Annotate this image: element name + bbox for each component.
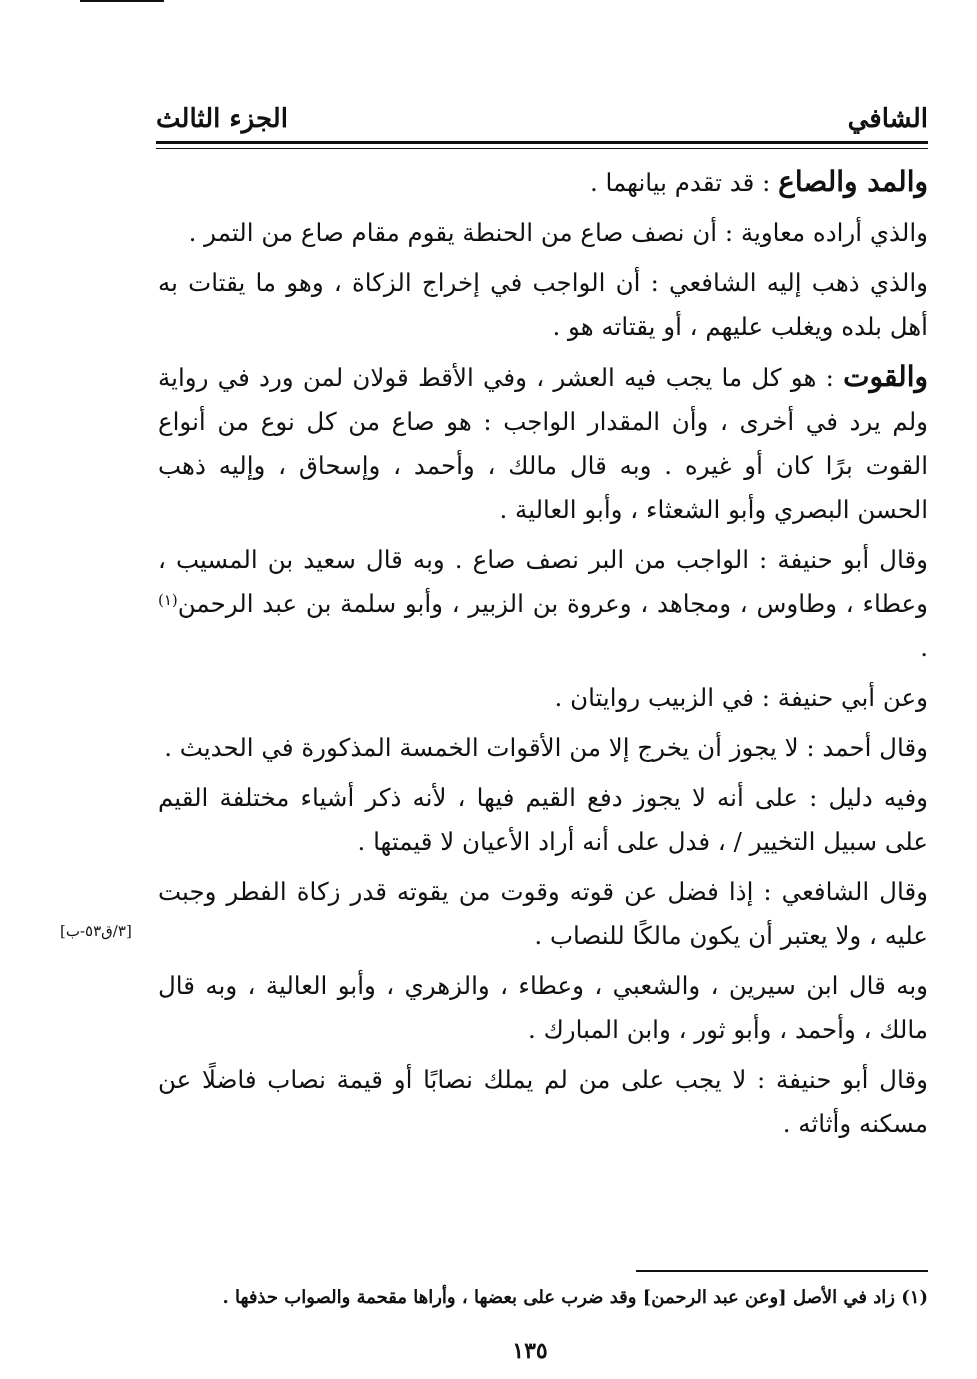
- header-rule-thin: [156, 148, 928, 149]
- paragraph-text: وقال أبو حنيفة : لا يجب على من لم يملك نصابًا أو قيمة نصاب فاضلًا عن مسكنه وأثاثه .: [158, 1065, 928, 1138]
- paragraph-2: [158, 211, 928, 255]
- paragraph-text-end: .: [920, 633, 928, 662]
- paragraph-10: [158, 964, 928, 1052]
- paragraph-1: [158, 160, 928, 205]
- paragraph-text: وفيه دليل : على أنه لا يجوز دفع القيم فيها ، لأنه ذكر أشياء مختلفة القيم على سبيل التخيير / ، فدل على أنه أراد الأعيان لا قيمتها .: [158, 783, 928, 856]
- paragraph-11: [158, 1058, 928, 1146]
- paragraph-7: [158, 726, 928, 770]
- manuscript-folio-reference: [٣/ق٥٣-ب]: [60, 922, 132, 940]
- paragraph-text: وقال أبو حنيفة : الواجب من البر نصف صاع . وبه قال سعيد بن المسيب ، وعطاء ، وطاوس ، ومجاهد ، وعروة بن الزبير ، وأبو سلمة بن عبد الرحمن: [158, 545, 928, 618]
- paragraph-text: وعن أبي حنيفة : في الزبيب روايتان .: [554, 683, 928, 712]
- footnote: (١) زاد في الأصل [وعن عبد الرحمن] وقد ضرب على بعضها ، وأراها مقحمة والصواب حذفها .: [222, 1287, 928, 1308]
- paragraph-4: [158, 355, 928, 532]
- paragraph-text: : قد تقدم بيانهما .: [589, 168, 779, 197]
- paragraph-9: [158, 870, 928, 958]
- top-edge-rule: [80, 0, 164, 2]
- running-header: [156, 90, 928, 134]
- term-heading: والقوت: [843, 360, 928, 393]
- paragraph-8: [158, 776, 928, 864]
- header-volume-title: الجزء الثالث: [156, 104, 288, 134]
- paragraph-text: والذي أراده معاوية : أن نصف صاع من الحنطة يقوم مقام صاع من التمر .: [188, 218, 928, 247]
- footnote-marker[interactable]: (١): [158, 591, 178, 609]
- paragraph-text: وقال أحمد : لا يجوز أن يخرج إلا من الأقوات الخمسة المذكورة في الحديث .: [164, 733, 928, 762]
- paragraph-text: وقال الشافعي : إذا فضل عن قوته وقوت من يقوته قدر زكاة الفطر وجبت عليه ، ولا يعتبر أن يكون مالكًا للنصاب .: [158, 877, 928, 950]
- footnote-separator: [636, 1270, 928, 1272]
- paragraph-3: [158, 261, 928, 349]
- header-book-title: الشافي: [847, 104, 928, 134]
- paragraph-text: والذي ذهب إليه الشافعي : أن الواجب في إخراج الزكاة ، وهو ما يقتات به أهل بلده ويغلب عليهم ، أو يقتاته هو .: [158, 268, 928, 341]
- term-heading: والمد والصاع: [778, 165, 928, 198]
- page-number: ١٣٥: [512, 1338, 548, 1364]
- paragraph-text: وبه قال ابن سيرين ، والشعبي ، وعطاء ، والزهري ، وأبو العالية ، وبه قال مالك ، وأحمد ، وأبو ثور ، وابن المبارك .: [158, 971, 928, 1044]
- paragraph-5: [158, 538, 928, 670]
- header-rule: [156, 141, 928, 144]
- paragraph-text: : هو كل ما يجب فيه العشر ، وفي الأقط قولان لمن ورد في رواية ولم يرد في أخرى ، وأن المقدار الواجب : هو صاع من كل نوع من أنواع القوت برًا كان أو غيره . وبه قال مالك ، وأحمد ، وإسحاق ، وإليه ذهب الحسن البصري وأبو الشعثاء ، وأبو العالية .: [158, 363, 928, 524]
- paragraph-6: [158, 676, 928, 720]
- main-text: [158, 160, 928, 1152]
